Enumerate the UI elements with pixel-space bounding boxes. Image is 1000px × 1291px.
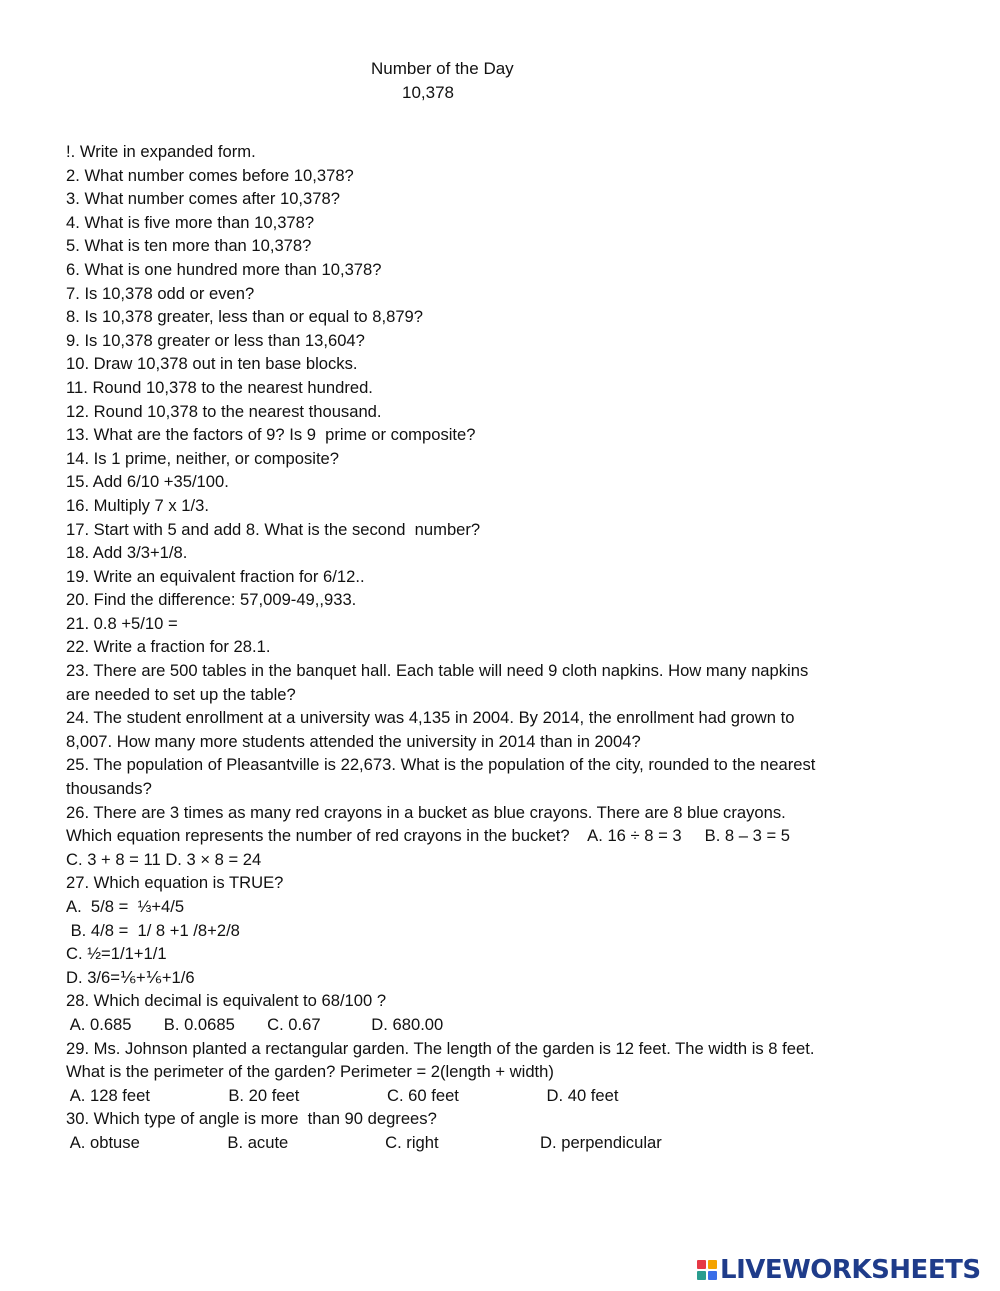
question-line: 5. What is ten more than 10,378? xyxy=(66,236,312,256)
question-line: A. 5/8 = ⅓+4/5 xyxy=(66,897,185,916)
logo-square xyxy=(697,1271,706,1280)
logo-square xyxy=(697,1260,706,1269)
question-line: A. 0.685 B. 0.0685 C. 0.67 D. 680.00 xyxy=(66,1014,444,1034)
question-line: !. Write in expanded form. xyxy=(66,142,256,161)
question-line: 7. Is 10,378 odd or even? xyxy=(66,283,255,303)
question-line: 12. Round 10,378 to the nearest thousand. xyxy=(66,401,382,421)
question-line: 3. What number comes after 10,378? xyxy=(66,189,340,209)
question-line: 18. Add 3/3+1/8. xyxy=(66,543,188,563)
question-line: A. 128 feet B. 20 feet C. 60 feet D. 40 feet xyxy=(66,1085,619,1105)
logo-square xyxy=(708,1271,717,1280)
question-line: 2. What number comes before 10,378? xyxy=(66,165,354,185)
logo-text: LIVEWORKSHEETS xyxy=(720,1255,981,1285)
logo-mark-icon xyxy=(697,1260,717,1280)
question-line: 22. Write a fraction for 28.1. xyxy=(66,637,271,657)
page-title: Number of the Day xyxy=(371,59,514,78)
question-line: 29. Ms. Johnson planted a rectangular garden. The length of the garden is 12 feet. The width is 8 feet. xyxy=(66,1038,815,1058)
question-line: 20. Find the difference: 57,009-49,,933. xyxy=(66,590,357,610)
question-line: C. 3 + 8 = 11 D. 3 × 8 = 24 xyxy=(66,849,262,869)
question-line: 28. Which decimal is equivalent to 68/100 ? xyxy=(66,991,387,1011)
question-line: 21. 0.8 +5/10 = xyxy=(66,613,178,633)
question-line: C. ½=1/1+1/1 xyxy=(66,944,167,964)
question-line: What is the perimeter of the garden? Perimeter = 2(length + width) xyxy=(66,1062,554,1082)
question-line: 16. Multiply 7 x 1/3. xyxy=(66,495,209,515)
question-list xyxy=(66,140,896,1155)
question-line: are needed to set up the table? xyxy=(66,684,296,704)
question-line: 14. Is 1 prime, neither, or composite? xyxy=(66,448,340,468)
question-line: Which equation represents the number of red crayons in the bucket? A. 16 ÷ 8 = 3 B. 8 – 3 = 5 xyxy=(66,826,790,846)
question-line: 19. Write an equivalent fraction for 6/12.. xyxy=(66,566,365,586)
question-line: 13. What are the factors of 9? Is 9 prime or composite? xyxy=(66,425,476,445)
question-line: 25. The population of Pleasantville is 22,673. What is the population of the city, rounded to the nearest xyxy=(66,755,816,775)
logo-square xyxy=(708,1260,717,1269)
question-line: 6. What is one hundred more than 10,378? xyxy=(66,259,382,279)
question-line: A. obtuse B. acute C. right D. perpendicular xyxy=(66,1132,662,1152)
question-line: 30. Which type of angle is more than 90 degrees? xyxy=(66,1109,437,1129)
question-line: 8,007. How many more students attended the university in 2014 than in 2004? xyxy=(66,731,641,751)
number-of-the-day: 10,378 xyxy=(402,83,454,102)
question-line: 17. Start with 5 and add 8. What is the second number? xyxy=(66,519,481,539)
question-line: 10. Draw 10,378 out in ten base blocks. xyxy=(66,354,358,374)
question-line: 26. There are 3 times as many red crayons in a bucket as blue crayons. There are 8 blue crayons. xyxy=(66,802,786,822)
question-line: B. 4/8 = 1/ 8 +1 /8+2/8 xyxy=(66,920,240,940)
question-line: 11. Round 10,378 to the nearest hundred. xyxy=(66,377,373,397)
liveworksheets-logo xyxy=(697,1257,981,1283)
question-line: 4. What is five more than 10,378? xyxy=(66,212,315,232)
question-line: 27. Which equation is TRUE? xyxy=(66,873,284,893)
question-line: 8. Is 10,378 greater, less than or equal to 8,879? xyxy=(66,307,424,327)
question-line: 15. Add 6/10 +35/100. xyxy=(66,472,229,492)
question-line: 9. Is 10,378 greater or less than 13,604? xyxy=(66,330,365,350)
question-line: D. 3/6=⅙+⅙+1/6 xyxy=(66,967,195,987)
question-line: thousands? xyxy=(66,779,152,799)
question-line: 23. There are 500 tables in the banquet hall. Each table will need 9 cloth napkins. How many napkins xyxy=(66,661,809,681)
question-line: 24. The student enrollment at a university was 4,135 in 2004. By 2014, the enrollment had grown to xyxy=(66,708,795,728)
